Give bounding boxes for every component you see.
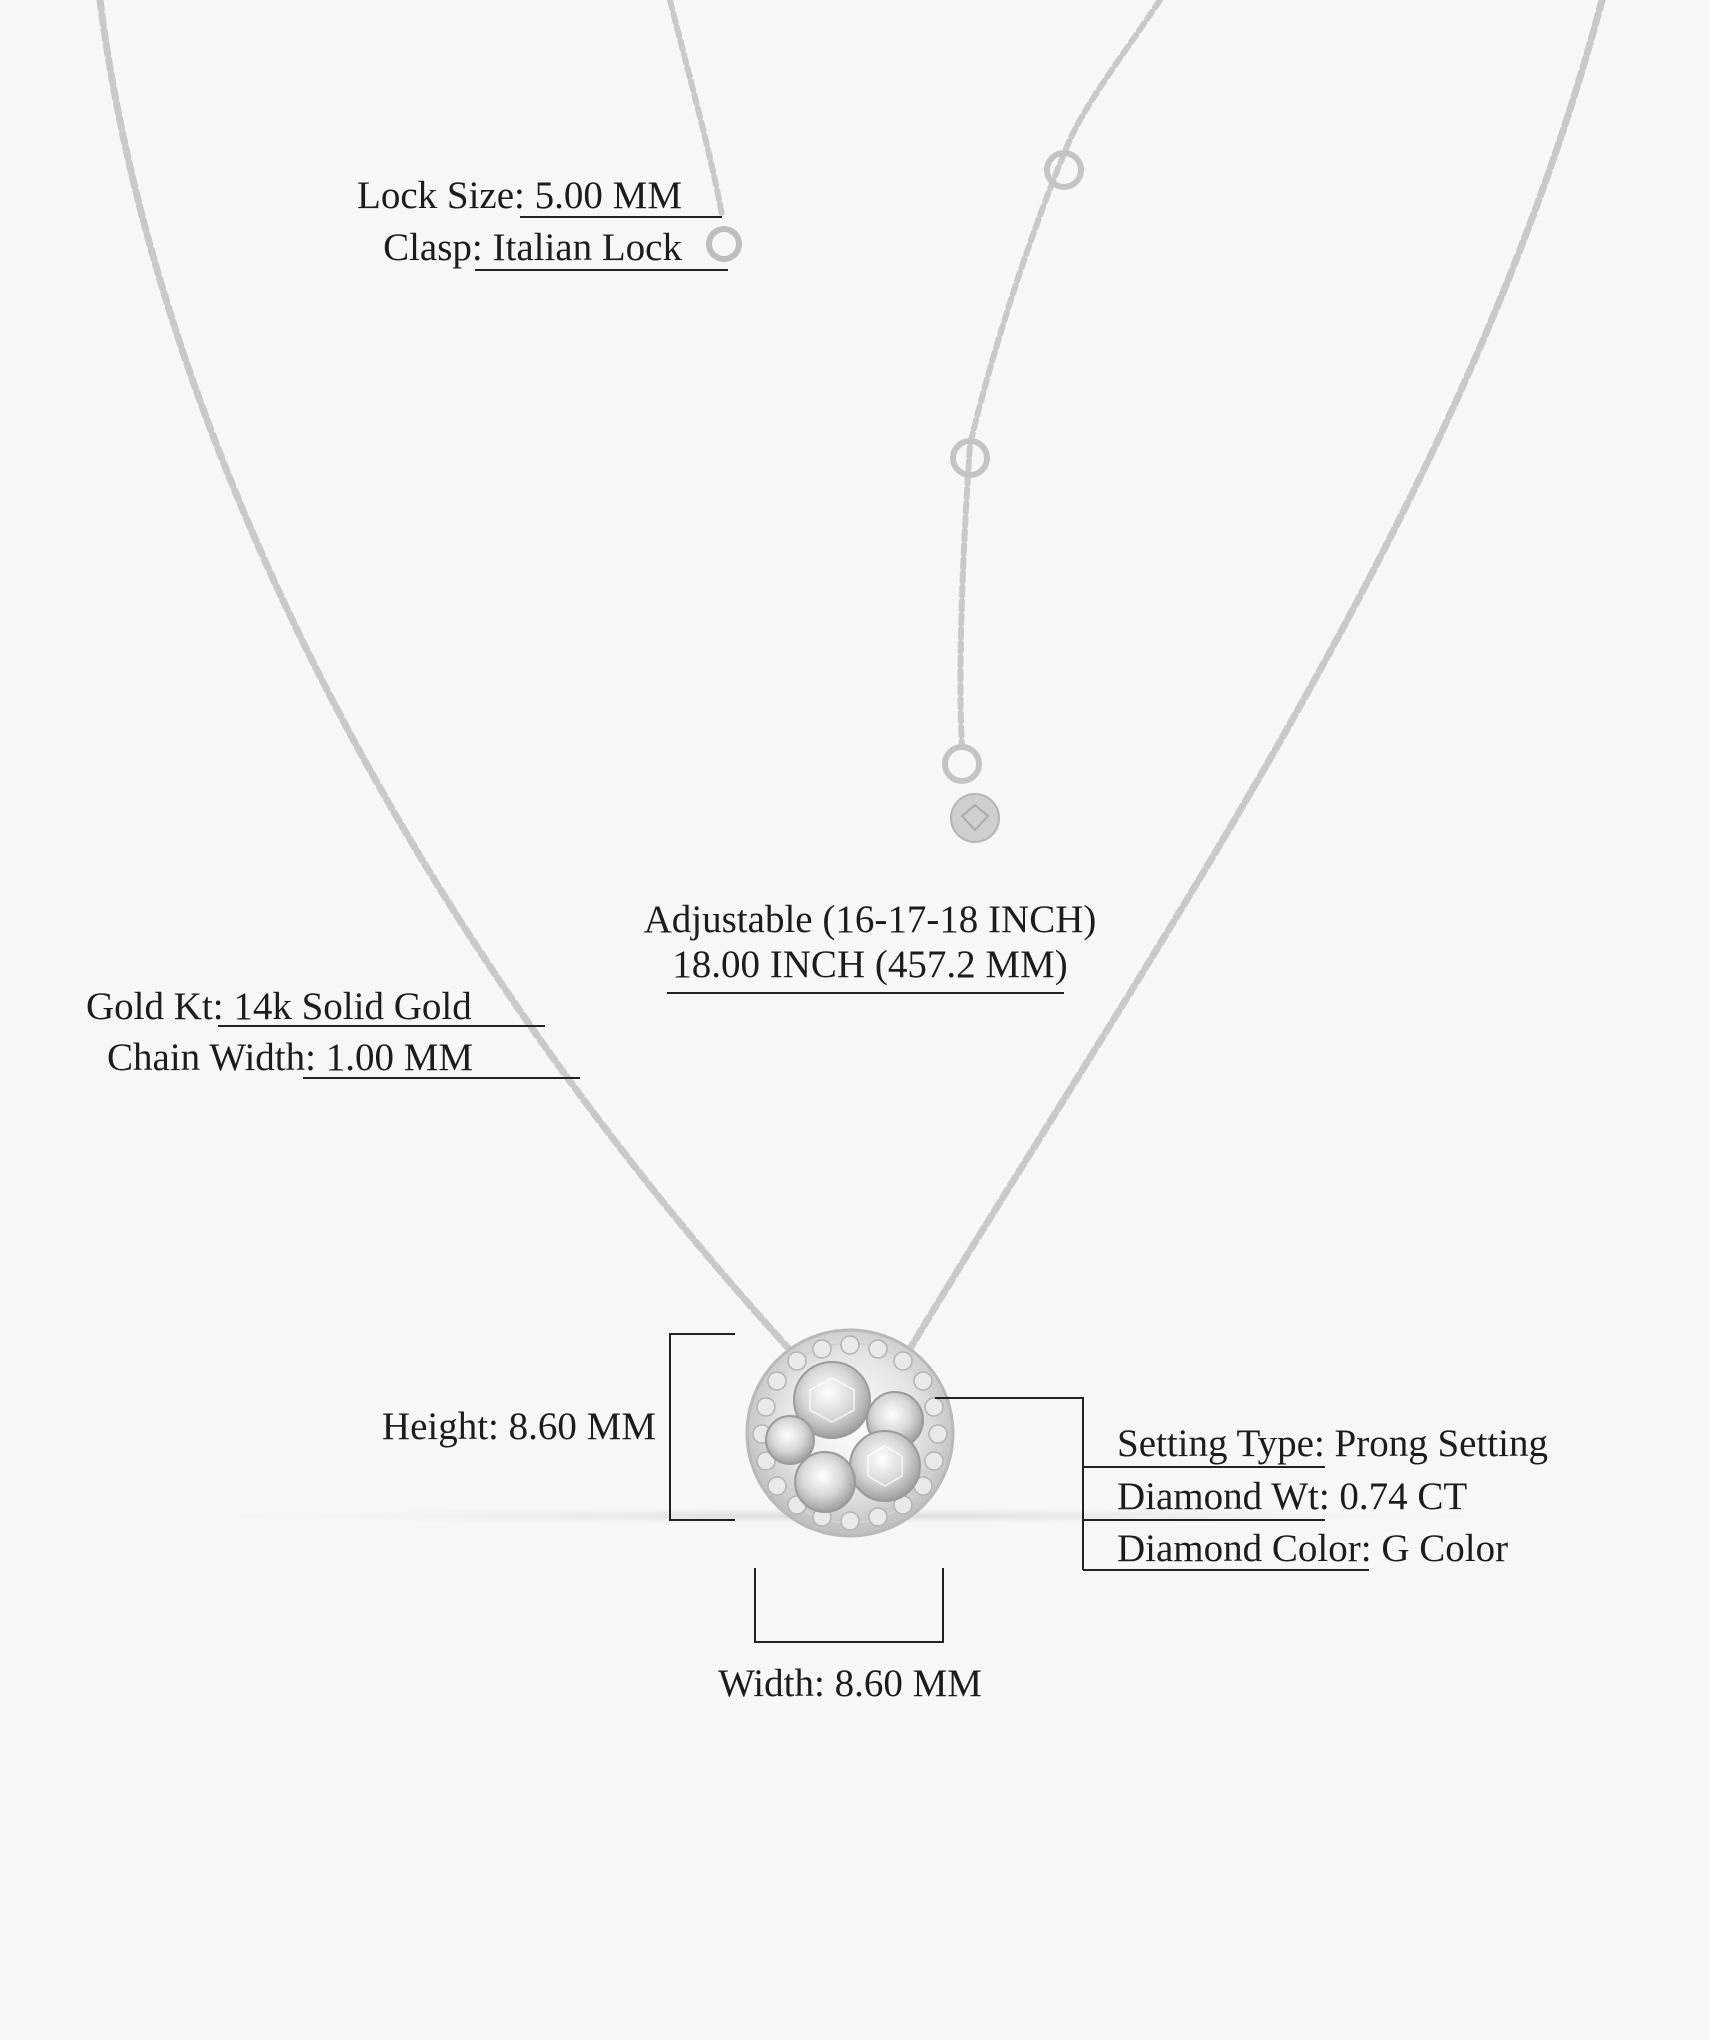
height-spec — [382, 1407, 656, 1446]
clasp-spec — [383, 228, 682, 267]
chain-right — [908, 0, 1602, 1352]
lock-size-spec — [357, 176, 682, 215]
gold-kt-value: 14k Solid Gold — [233, 985, 472, 1028]
chain-width-value: 1.00 MM — [325, 1036, 474, 1079]
diamond-wt-value: 0.74 CT — [1339, 1475, 1468, 1518]
diamond-icon — [850, 1431, 920, 1501]
clasp-label: Clasp: — [383, 226, 493, 269]
diamond-icon — [795, 1452, 855, 1512]
setting-type-spec — [1117, 1424, 1548, 1463]
clasp-value: Italian Lock — [492, 226, 682, 269]
length-adjustable: Adjustable (16-17-18 INCH) — [643, 898, 1097, 941]
width-label: Width: — [718, 1662, 835, 1705]
diamond-wt-spec — [1117, 1477, 1467, 1516]
height-label: Height: — [381, 1405, 509, 1448]
chain-width-label: Chain Width: — [107, 1036, 326, 1079]
pendant — [747, 1330, 953, 1536]
lock-icon — [709, 229, 739, 259]
lock-size-value: 5.00 MM — [534, 174, 682, 217]
setting-type-value: Prong Setting — [1334, 1422, 1548, 1465]
setting-type-label: Setting Type: — [1117, 1422, 1335, 1465]
diamond-color-label: Diamond Color: — [1117, 1527, 1382, 1570]
diamond-color-value: G Color — [1381, 1527, 1509, 1570]
chain-width-spec — [107, 1038, 473, 1077]
length-value: 18.00 INCH (457.2 MM) — [672, 943, 1068, 986]
length-spec — [555, 897, 1185, 987]
width-spec — [600, 1664, 1100, 1703]
diamond-color-spec — [1117, 1529, 1508, 1568]
diamond-wt-label: Diamond Wt: — [1117, 1475, 1340, 1518]
gold-kt-label: Gold Kt: — [86, 985, 234, 1028]
extender-chain — [960, 0, 1160, 746]
ring-icon — [945, 747, 979, 781]
gold-kt-spec — [86, 987, 472, 1026]
lock-size-label: Lock Size: — [357, 174, 535, 217]
height-value: 8.60 MM — [508, 1405, 656, 1448]
width-value: 8.60 MM — [834, 1662, 982, 1705]
diamond-icon — [766, 1416, 814, 1464]
end-tag-icon — [951, 794, 999, 842]
